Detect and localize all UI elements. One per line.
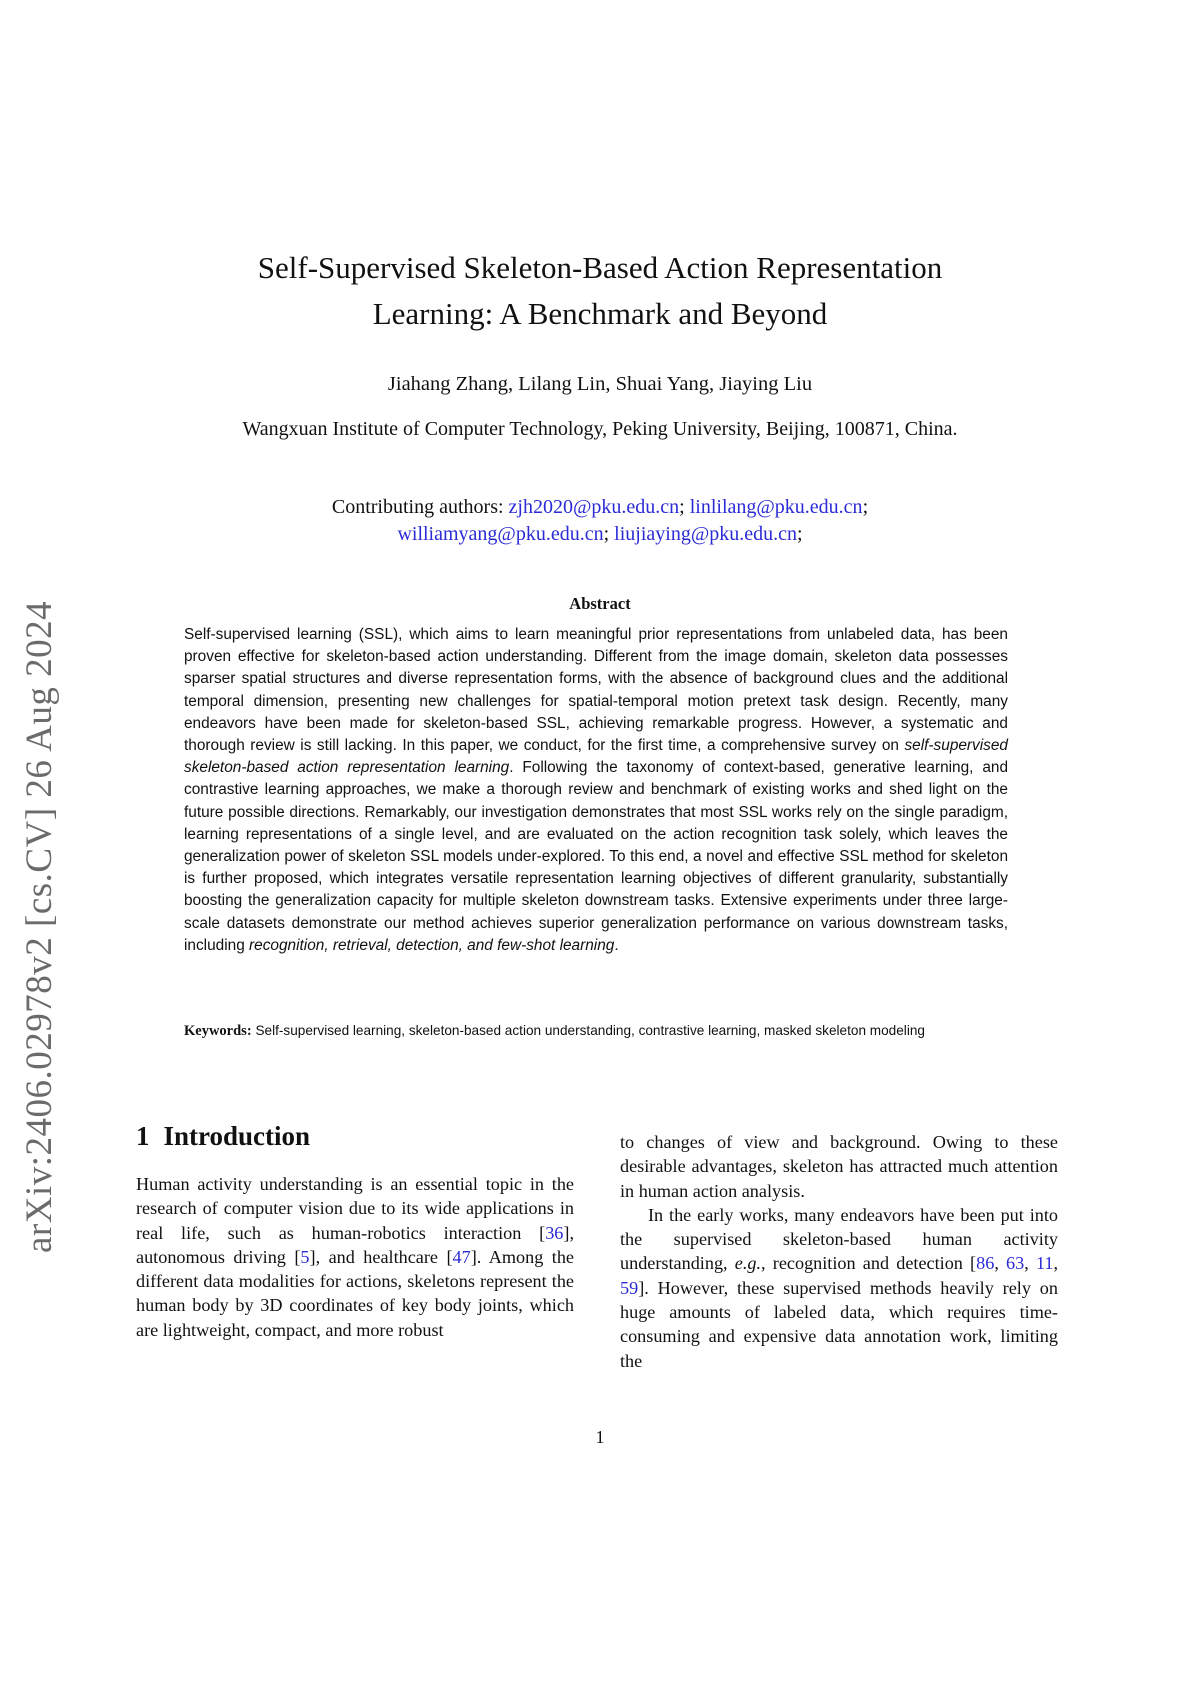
- abstract-text-1: Self-supervised learning (SSL), which aims to learn meaningful prior representations from unlabeled data, has been proven effective for skeleton-based action understanding. Different from the image domain, skeleton data possesses sparser spatial structures and diverse representation forms, with the absence of background clues and the additional temporal dimension, presenting new challenges for spatial-temporal motion pretext task design. Recently, many endeavors have been made for skeleton-based SSL, achieving remarkable progress. However, a systematic and thorough review is still lacking. In this paper, we conduct, for the first time, a comprehensive survey on: [184, 626, 1008, 755]
- citation-link[interactable]: 59: [620, 1277, 639, 1298]
- section-number: 1: [136, 1121, 150, 1151]
- email-separator: ;: [797, 523, 803, 545]
- citation-link[interactable]: 63: [1006, 1253, 1025, 1274]
- email-link-linlilang[interactable]: linlilang@pku.edu.cn: [689, 496, 863, 518]
- contrib-line-2: [150, 521, 1050, 548]
- contributing-authors: [150, 494, 1050, 548]
- paper-title: [150, 245, 1050, 337]
- section-heading-introduction: [136, 1121, 310, 1152]
- title-line-1: Self-Supervised Skeleton-Based Action Representation: [257, 250, 943, 285]
- abstract-body: [184, 624, 1008, 957]
- email-separator: ;: [679, 496, 690, 518]
- body-text: ], autonomous driving [: [136, 1222, 574, 1267]
- title-line-2: Learning: A Benchmark and Beyond: [372, 296, 828, 331]
- keywords: [184, 1021, 1008, 1041]
- intro-paragraph-2: [620, 1203, 1058, 1373]
- citation-link[interactable]: 5: [300, 1246, 310, 1267]
- abstract-emphasis-1: self-supervised skeleton-based action representation learning: [184, 737, 1008, 777]
- citation-link[interactable]: 36: [545, 1222, 564, 1243]
- left-column: [136, 1172, 574, 1342]
- email-separator: ;: [862, 496, 869, 518]
- contrib-label: Contributing authors:: [331, 496, 509, 518]
- affiliation: Wangxuan Institute of Computer Technology, Peking University, Beijing, 100871, China.: [242, 418, 958, 440]
- body-text: ]. However, these supervised methods heavily rely on huge amounts of labeled data, which requires time-consuming and expensive data annotation work, limiting the: [620, 1277, 1058, 1371]
- body-text: ,: [1053, 1253, 1059, 1274]
- body-text: , recognition and detection [: [761, 1253, 977, 1274]
- citation-link[interactable]: 86: [976, 1253, 995, 1274]
- abstract-text-2: . Following the taxonomy of context-based, generative learning, and contrastive learning approaches, we make a thorough review and benchmark of existing works and shed light on the future possible directions. Remarkably, our investigation demonstrates that most SSL works rely on the single paradigm, learning representations of a single level, and are evaluated on the action recognition task solely, which leaves the generalization power of skeleton SSL models under-explored. To this end, a novel and effective SSL method for skeleton is further proposed, which integrates versatile representation learning objectives of different granularity, substantially boosting the generalization capacity for multiple skeleton downstream tasks. Extensive experiments under three large-scale datasets demonstrate our method achieves superior generalization performance on various downstream tasks, including: [184, 759, 1009, 954]
- citation-link[interactable]: 11: [1035, 1253, 1054, 1274]
- intro-paragraph-1-continued: to changes of view and background. Owing to these desirable advantages, skeleton has attracted much attention in human action analysis.: [620, 1132, 1058, 1201]
- body-emphasis: e.g.: [734, 1253, 762, 1274]
- citation-link[interactable]: 47: [452, 1246, 471, 1267]
- intro-paragraph-1: [136, 1172, 574, 1342]
- abstract-heading: Abstract: [569, 594, 631, 613]
- body-text: ]. Among the different data modalities for actions, skeletons represent the human body by 3D coordinates of key body joints, which are lightweight, compact, and more robust: [136, 1246, 574, 1340]
- abstract-emphasis-2: recognition, retrieval, detection, and few-shot learning: [249, 936, 615, 954]
- contrib-line-1: [150, 494, 1050, 521]
- arxiv-identifier-stamp: arXiv:2406.02978v2 [cs.CV] 26 Aug 2024: [19, 600, 60, 1253]
- abstract-text-3: .: [614, 936, 619, 954]
- body-text: ], and healthcare [: [309, 1246, 453, 1267]
- body-text: Human activity understanding is an essential topic in the research of computer vision due to its wide applications in real life, such as human-robotics interaction [: [136, 1174, 574, 1243]
- keywords-label: Keywords:: [184, 1023, 252, 1039]
- page-number: 1: [595, 1427, 605, 1447]
- email-link-liujiaying[interactable]: liujiaying@pku.edu.cn: [614, 523, 797, 545]
- email-link-williamyang[interactable]: williamyang@pku.edu.cn: [397, 523, 604, 545]
- body-text: ,: [1024, 1253, 1036, 1274]
- keywords-text: Self-supervised learning, skeleton-based action understanding, contrastive learning, masked skeleton modeling: [251, 1023, 925, 1038]
- body-text: ,: [994, 1253, 1007, 1274]
- right-column: [620, 1130, 1058, 1373]
- body-text: In the early works, many endeavors have been put into the supervised skeleton-based human activity understanding,: [620, 1204, 1058, 1274]
- section-title: Introduction: [163, 1121, 311, 1151]
- author-list: Jiahang Zhang, Lilang Lin, Shuai Yang, Jiaying Liu: [387, 373, 813, 395]
- email-link-zjh[interactable]: zjh2020@pku.edu.cn: [508, 496, 680, 518]
- email-separator: ;: [603, 523, 615, 545]
